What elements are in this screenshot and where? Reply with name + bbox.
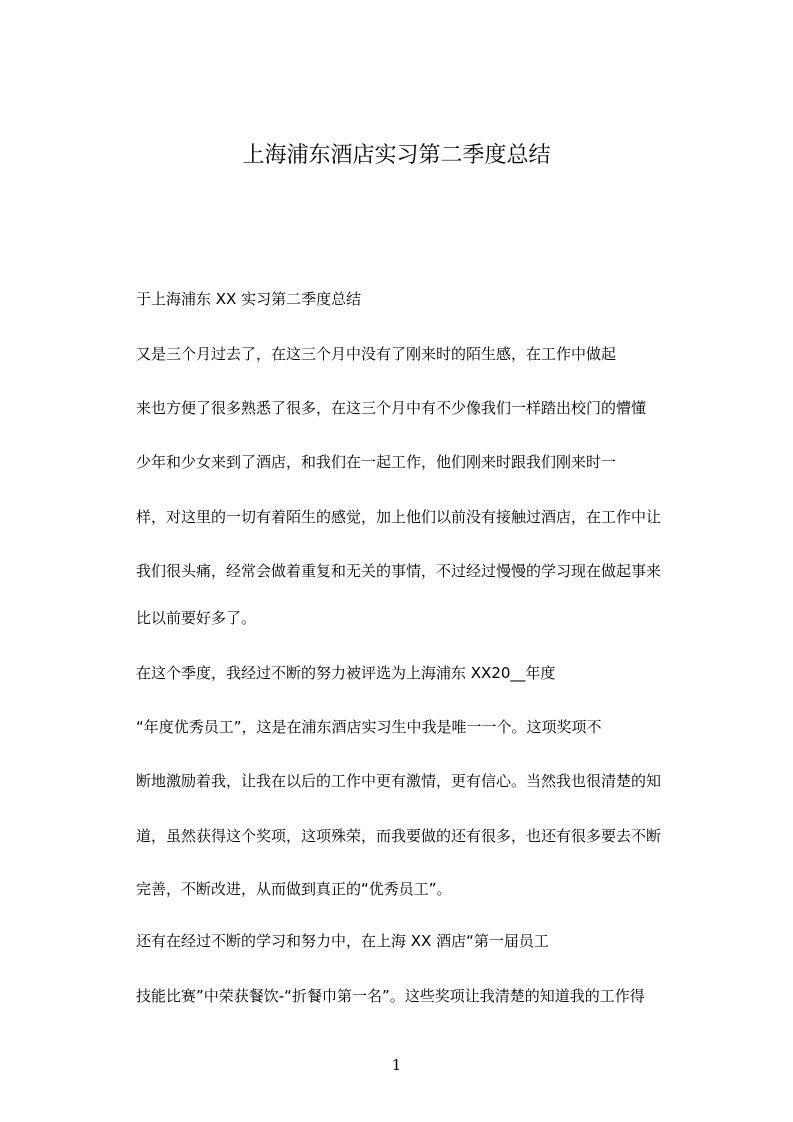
text-line: 于上海浦东 XX 实习第二季度总结 xyxy=(136,290,362,308)
text-line: 来也方便了很多熟悉了很多，在这三个月中有不少像我们一样踏出校门的懵懂 xyxy=(136,399,647,417)
text-line: 比以前要好多了。 xyxy=(136,609,257,627)
text-line: 我们很头痛，经常会做着重复和无关的事情，不过经过慢慢的学习现在做起事来 xyxy=(136,562,662,580)
text-line: 少年和少女来到了酒店，和我们在一起工作，他们刚来时跟我们刚来时一 xyxy=(136,453,617,471)
text-line: 技能比赛”中荣获餐饮-“折餐巾第一名”。这些奖项让我清楚的知道我的工作得 xyxy=(136,987,645,1005)
text-line: 道，虽然获得这个奖项，这项殊荣，而我要做的还有很多，也还有很多要去不断 xyxy=(136,827,662,845)
text-line: “年度优秀员工”，这是在浦东酒店实习生中我是唯一一个。这项奖项不 xyxy=(136,718,602,736)
text-line: 在这个季度，我经过不断的努力被评选为上海浦东 XX20__年度 xyxy=(136,664,556,682)
text-line: 还有在经过不断的学习和努力中，在上海 XX 酒店“第一届员工 xyxy=(136,932,549,950)
text-line: 样，对这里的一切有着陌生的感觉，加上他们以前没有接触过酒店，在工作中让 xyxy=(136,508,662,526)
text-line: 完善，不断改进，从而做到真正的“优秀员工”。 xyxy=(136,880,452,898)
page-number: 1 xyxy=(391,1056,402,1074)
text-line: 断地激励着我，让我在以后的工作中更有激情，更有信心。当然我也很清楚的知 xyxy=(136,772,662,790)
text-line: 又是三个月过去了，在这三个月中没有了刚来时的陌生感，在工作中做起 xyxy=(136,345,617,363)
document-title: 上海浦东酒店实习第二季度总结 xyxy=(242,143,551,168)
